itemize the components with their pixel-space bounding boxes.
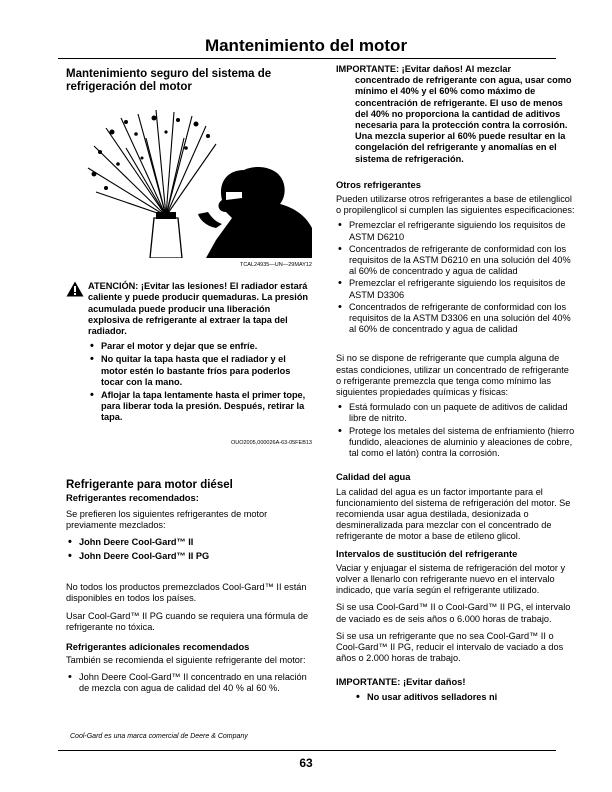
figure-caption: TCAL24935—UN—29MAY12 xyxy=(239,262,312,268)
reference-code: OUO2005,000026A-63-05FEB13 xyxy=(230,439,312,446)
left-column xyxy=(66,64,312,694)
list-item: • John Deere Cool-Gard™ II concentrado en una relación de mezcla con agua de calidad del 40 % al 60 %. xyxy=(66,672,312,694)
list-item: • Está formulado con un paquete de aditivos de calidad libre de nitrito. xyxy=(336,402,576,424)
footer-rule xyxy=(58,750,556,751)
page-title: Mantenimiento del motor xyxy=(204,36,408,55)
other-coolants-list xyxy=(336,220,576,335)
important-notice-mixing xyxy=(336,64,576,165)
other-coolants-intro: Pueden utilizarse otros refrigerantes a base de etilenglicol o propilenglicol si cumplen las siguientes especificaciones: xyxy=(336,194,575,216)
caution-text: ATENCIÓN: ¡Evitar las lesiones! El radiador estará caliente y puede producir quemaduras. La presión acumulada puede producir una liberación explosiva de refrigerante al extraer la tapa del radiador. xyxy=(88,281,309,337)
list-item: • Protege los metales del sistema de enfriamiento (hierro fundido, aleaciones de aluminio y aleaciones de cobre, tal como el latón) contra la corrosión. xyxy=(336,426,576,460)
additional-list xyxy=(66,672,312,694)
important-lead: IMPORTANTE: ¡Evitar daños! Al mezclar xyxy=(336,64,512,74)
interval-paragraph-3: Si se usa un refrigerante que no sea Cool-Gard™ II o Cool-Gard™ II PG, reducir el intervalo de vaciado a dos años o 2.000 horas de trabajo. xyxy=(336,630,564,664)
additives-list xyxy=(336,692,576,703)
list-item: • Concentrados de refrigerante de conformidad con los requisitos de la ASTM D6210 en una solución del 40% al 60% de concentrado y agua de calidad xyxy=(336,244,576,278)
properties-list xyxy=(336,402,576,459)
trademark-footnote: Cool-Gard es una marca comercial de Deere & Company xyxy=(70,733,248,740)
water-quality-heading: Calidad del agua xyxy=(336,471,411,483)
list-item: • John Deere Cool-Gard™ II PG xyxy=(66,551,312,562)
list-item: • Premezclar el refrigerante siguiendo los requisitos de ASTM D3306 xyxy=(336,278,576,300)
recommended-list xyxy=(66,537,312,561)
page-number: 63 xyxy=(299,756,313,770)
interval-paragraph-1: Vaciar y enjuagar el sistema de refrigeración del motor y volver a llenarlo con refrigerante nuevo en el intervalo indicado, que varía según el refrigerante utilizado. xyxy=(336,562,566,596)
interval-paragraph-2: Si se usa Cool-Gard™ II o Cool-Gard™ II PG, el intervalo de vaciado es de seis años o 6.000 horas de trabajo. xyxy=(336,602,571,624)
no-coolant-paragraph: Si no se dispone de refrigerante que cumpla alguna de estas condiciones, utilizar un concentrado de refrigerante o refrigerante premezcla que tenga como mínimo las siguientes propiedades químicas y físicas: xyxy=(336,353,569,398)
list-item: • Parar el motor y dejar que se enfríe. xyxy=(88,341,312,352)
caution-list xyxy=(88,341,312,423)
warning-triangle-icon xyxy=(66,281,84,297)
list-item: • John Deere Cool-Gard™ II xyxy=(66,537,312,548)
radiator-hazard-illustration xyxy=(66,108,312,258)
nontoxic-paragraph: Usar Cool-Gard™ II PG cuando se requiera una fórmula de refrigerante no tóxica. xyxy=(66,611,309,633)
list-item: • Premezclar el refrigerante siguiendo los requisitos de ASTM D6210 xyxy=(336,220,576,242)
header-rule xyxy=(58,58,556,59)
availability-paragraph: No todos los productos premezclados Cool-Gard™ II están disponibles en todos los países. xyxy=(66,581,307,604)
section-title-cooling-safety: Mantenimiento seguro del sistema de refrigeración del motor xyxy=(66,68,272,93)
recommended-intro: Se prefieren los siguientes refrigerantes de motor previamente mezclados: xyxy=(66,509,268,531)
other-coolants-heading: Otros refrigerantes xyxy=(336,178,421,190)
list-item: • Aflojar la tapa lentamente hasta el primer tope, para liberar toda la presión. Después, retirar la tapa. xyxy=(88,390,312,424)
list-item: • No quitar la tapa hasta que el radiador y el motor estén lo bastante fríos para poderlos tocar con la mano. xyxy=(88,354,312,388)
section-title-diesel-coolant: Refrigerante para motor diésel xyxy=(66,478,233,491)
additional-coolants-heading: Refrigerantes adicionales recomendados xyxy=(66,640,250,652)
list-item: • Concentrados de refrigerante de conformidad con los requisitos de la ASTM D3306 en una solución del 40% al 60% de concentrado y agua de calidad xyxy=(336,302,576,336)
right-column xyxy=(336,64,576,703)
important-notice-additives: IMPORTANTE: ¡Evitar daños! xyxy=(336,676,466,688)
caution-block xyxy=(66,281,312,423)
recommended-coolants-heading: Refrigerantes recomendados: xyxy=(66,491,199,503)
list-item: • No usar aditivos selladores ni xyxy=(354,692,576,703)
water-quality-paragraph: La calidad del agua es un factor importante para el funcionamiento del sistema de refrigeración del motor. Se recomienda usar agua destilada, desionizada o desmineralizada para mezclar con el concentrado de refrigerante de motor a base de etileno glicol. xyxy=(336,486,571,542)
replacement-interval-heading: Intervalos de sustitución del refrigerante xyxy=(336,547,518,559)
additional-intro: También se recomienda el siguiente refrigerante del motor: xyxy=(66,654,306,665)
important-body: concentrado de refrigerante con agua, usar como mínimo el 40% y el 60% como máximo de concentración de refrigerante. El uso de menos del 40% no proporciona la cantidad de aditivos necesaria para la protección contra la corrosión. Una mezcla superior al 60% puede resultar en la congelación del refrigerante y anomalías en el sistema de refrigeración. xyxy=(355,75,572,164)
